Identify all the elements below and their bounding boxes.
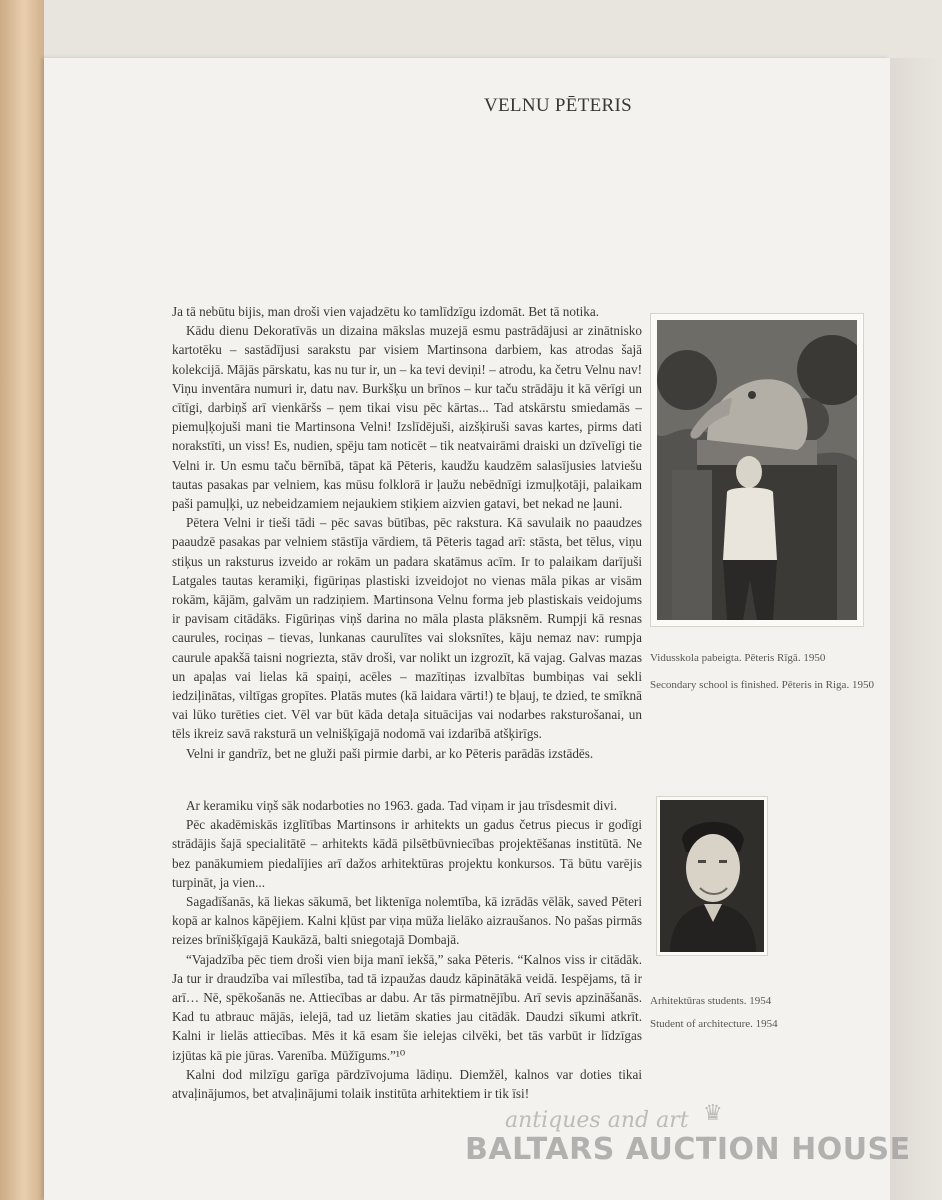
paragraph: Ja tā nebūtu bijis, man droši vien vajadzētu ko tamlīdzīgu izdomāt. Bet tā notika.: [172, 304, 600, 319]
paragraph: Sagadīšanās, kā liekas sākumā, bet liktenīga nolemtība, kā izrādās vēlāk, saved Pēteri kopā ar kalnos kāpējiem. Kalni kļūst par viņa mūža lielāko aizraušanos. No pašas pirmās reizes brīnišķīgajā Kaukāzā, balti sniegotajā Dombajā.: [172, 894, 642, 948]
paragraph: Pēc akadēmiskās izglītības Martinsons ir arhitekts un gadus četrus piecus ir godīgi strādājis šajā specialitātē – arhitekts kādā pilsētbūvniecības projektēšanas institūtā. Ne bez panākumiem piedalījies arī dažos arhitektūras projektu konkursos. Tā būtu varējis turpināt, ja vien...: [172, 817, 642, 890]
photo1-caption-en: Secondary school is finished. Pēteris in Riga. 1950: [650, 679, 874, 691]
text-block-1: [172, 302, 642, 763]
paragraph: Ar keramiku viņš sāk nodarboties no 1963. gada. Tad viņam ir jau trīsdesmit divi.: [186, 798, 618, 813]
paragraph: Kādu dienu Dekoratīvās un dizaina mākslas muzejā esmu pastrādājusi ar zinātnisko kartotēku – sastādījusi sarakstu par visiem Martinsona darbiem, kas atrodas šajā kolekcijā. Mājās pārskatu, kas nu tur ir, un – ka tevi deviņi! – atrodu, ka četru Velnu nav! Viņu inventāra numuri ir, datu nav. Burkšķu un brīnos – kur taču strādāju it kā vērīgi un cītīgi, darbiņš arī vienkāršs – ņem tikai visu pēc kārtas... Tad atskārstu smiedamās – piemuļķojuši mani tie Martinsona Velni! Izslīdējuši, aizšķiruši savas kartes, pirms dati norakstīti, un viss! Es, nudien, spēju tam noticēt – tik neatvairāmi draiski un dzīvelīgi tie Velni ir. Un esmu taču bērnībā, tāpat kā Pēteris, kaudžu kaudzēm salasījusies latviešu tautas pasakas par velniem, kas mūsu folklorā ir ļaužu nebēdnīgi izmuļķotāji, palaikam paši pamuļķi, uz nebeidzamiem nejaukiem stiķiem aizvien gatavi, bet nekad ne ļauni.: [172, 323, 642, 512]
watermark-script-text: antiques and art: [505, 1108, 689, 1133]
paragraph: “Vajadzība pēc tiem droši vien bija manī iekšā,” saka Pēteris. “Kalnos viss ir citādāk. Ja tur ir draudzība vai mīlestība, tad tā izpaužas daudz kāpinātākā veidā. Iespējams, tā ir arī… Nē, spēkošanās ne. Attiecības ar dabu. Ar tās pirmatnējību. Arī sevis apzināšanās. Kad tu atbrauc mājās, ielejā, tad uz lietām skaties jau citādāk. Daudzi sīkumi atkrīt. Kalni ir lielās attiecības. Mēs it kā esam šie ielejas cilvēki, bet tās varbūt ir līdzīgas izjūtas kā pie jūras. Varenība. Mūžīgums.”¹⁰: [172, 951, 642, 1063]
watermark: [465, 1100, 911, 1178]
photo-student-portrait: [660, 800, 764, 952]
photo-man-with-elephant-statue: [657, 320, 857, 620]
paragraph: Velni ir gandrīz, bet ne gluži paši pirmie darbi, ar ko Pēteris parādās izstādēs.: [186, 745, 594, 761]
page-title: VELNU PĒTERIS: [484, 95, 632, 116]
watermark-brand-text: BALTARS AUCTION HOUSE: [465, 1132, 911, 1167]
photo2-caption-lv: Arhitektūras students. 1954: [650, 995, 772, 1007]
text-block-2: [172, 796, 642, 1103]
crown-icon: ♛: [703, 1100, 723, 1125]
photo-frame-portrait: [656, 796, 768, 956]
previous-page-edge: [0, 0, 44, 1200]
photo2-caption-en: Student of architecture. 1954: [650, 1018, 778, 1030]
photo-frame-statue: [650, 313, 864, 627]
paragraph: Kalni dod milzīgu garīga pārdzīvojuma lādiņu. Diemžēl, kalnos var doties tikai atvaļinājumos, bet atvaļinājumi tolaik institūta arhitektiem ir tik īsi!: [172, 1066, 642, 1102]
photo1-caption-lv: Vidusskola pabeigta. Pēteris Rīgā. 1950: [650, 652, 826, 664]
paragraph: Pētera Velni ir tieši tādi – pēc savas būtības, pēc rakstura. Kā savulaik no paaudzes paaudzē pasakas par velniem stāstīja vārdiem, tā Pēteris tagad arī: stāsta, bet tēlus, viņu stiķus un raksturus izveido ar rokām un padara skatāmus acīm. Ir to palaikam darījuši Latgales tautas keramiķi, figūriņas plastiski izveidojot no vienas māla pikas ar visām rokām, kājām, galvām un radziņiem. Martinsona Velnu forma jeb plastiskais veidojums ir pavisam citādāks. Figūriņas viņš darina no māla plasta plāksnēm. Rumpji kā resnas caurules, rociņas – tievas, lunkanas caurulītes vai sloksnītes, kāju nemaz nav: rumpja caurule apakšā taisni nogriezta, stāv droši, var nolikt un izgrozīt, kā vajag. Galvas mazas un apaļas vai lielas kā spaiņi, acēles – mazītiņas izvalbītas bumbiņas vai sekli iedziļinātas, viltīgas gropītes. Platās mutes (kā laidara vārti!) te bļauj, te dzied, te smīknā vai lūko turēties ciet. Vēl var būt kāda detaļa situācijas vai nodarbes raksturošanai, un tēls ikreiz savā raksturā un velnišķīgajā nodomā vai izdarībā atšķirīgs.: [172, 515, 642, 742]
page-stack-edge: [890, 58, 942, 1200]
